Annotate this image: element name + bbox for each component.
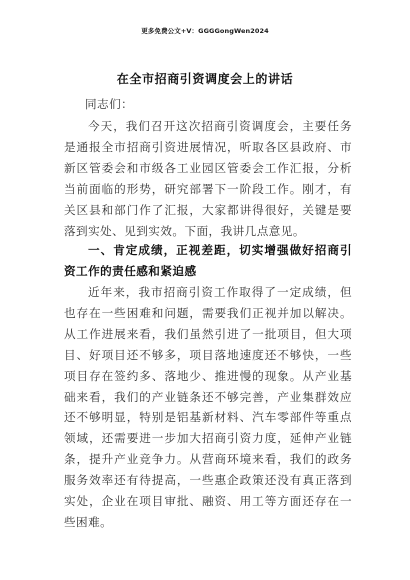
salutation: 同志们：: [85, 97, 134, 111]
section-heading: 一、肯定成绩，正视差距，切实增强做好招商引资工作的责任感和紧迫感: [64, 243, 352, 278]
document-title: 在全市招商引资调度会上的讲话: [116, 72, 294, 86]
intro-paragraph: 今天，我们召开这次招商引资调度会，主要任务是通报全市招商引资进展情况，听取各区县政府、市新区管委会和市级各工业园区管委会工作汇报，分析当前面临的形势，研究部署下一阶段工作。刚才，有关区县和部门作了汇报，大家都讲得很好，关键是要落到实处、见到实效。下面，我讲几点意见。: [64, 119, 352, 238]
header-promo-note: 更多免费公文+V：GGGGongWen2024: [141, 27, 269, 35]
section-paragraph: 近年来，我市招商引资工作取得了一定成绩，但也存在一些困难和问题，需要我们正视并加以解决。从工作进展来看，我们虽然引进了一批项目，但大项目、好项目还不够多，项目落地速度还不够快，一些项目存在签约多、落地少、推进慢的现象。从产业基础来看，我们的产业链条还不够完善，产业集群效应还不够明显，特别是铝基新材料、汽车零部件等重点领域，还需要进一步加大招商引资力度，延伸产业链条，提升产业竞争力。从营商环境来看，我们的政务服务效率还有待提高，一些惠企政策还没有真正落到实处，企业在项目审批、融资、用工等方面还存在一些困难。: [64, 285, 352, 529]
